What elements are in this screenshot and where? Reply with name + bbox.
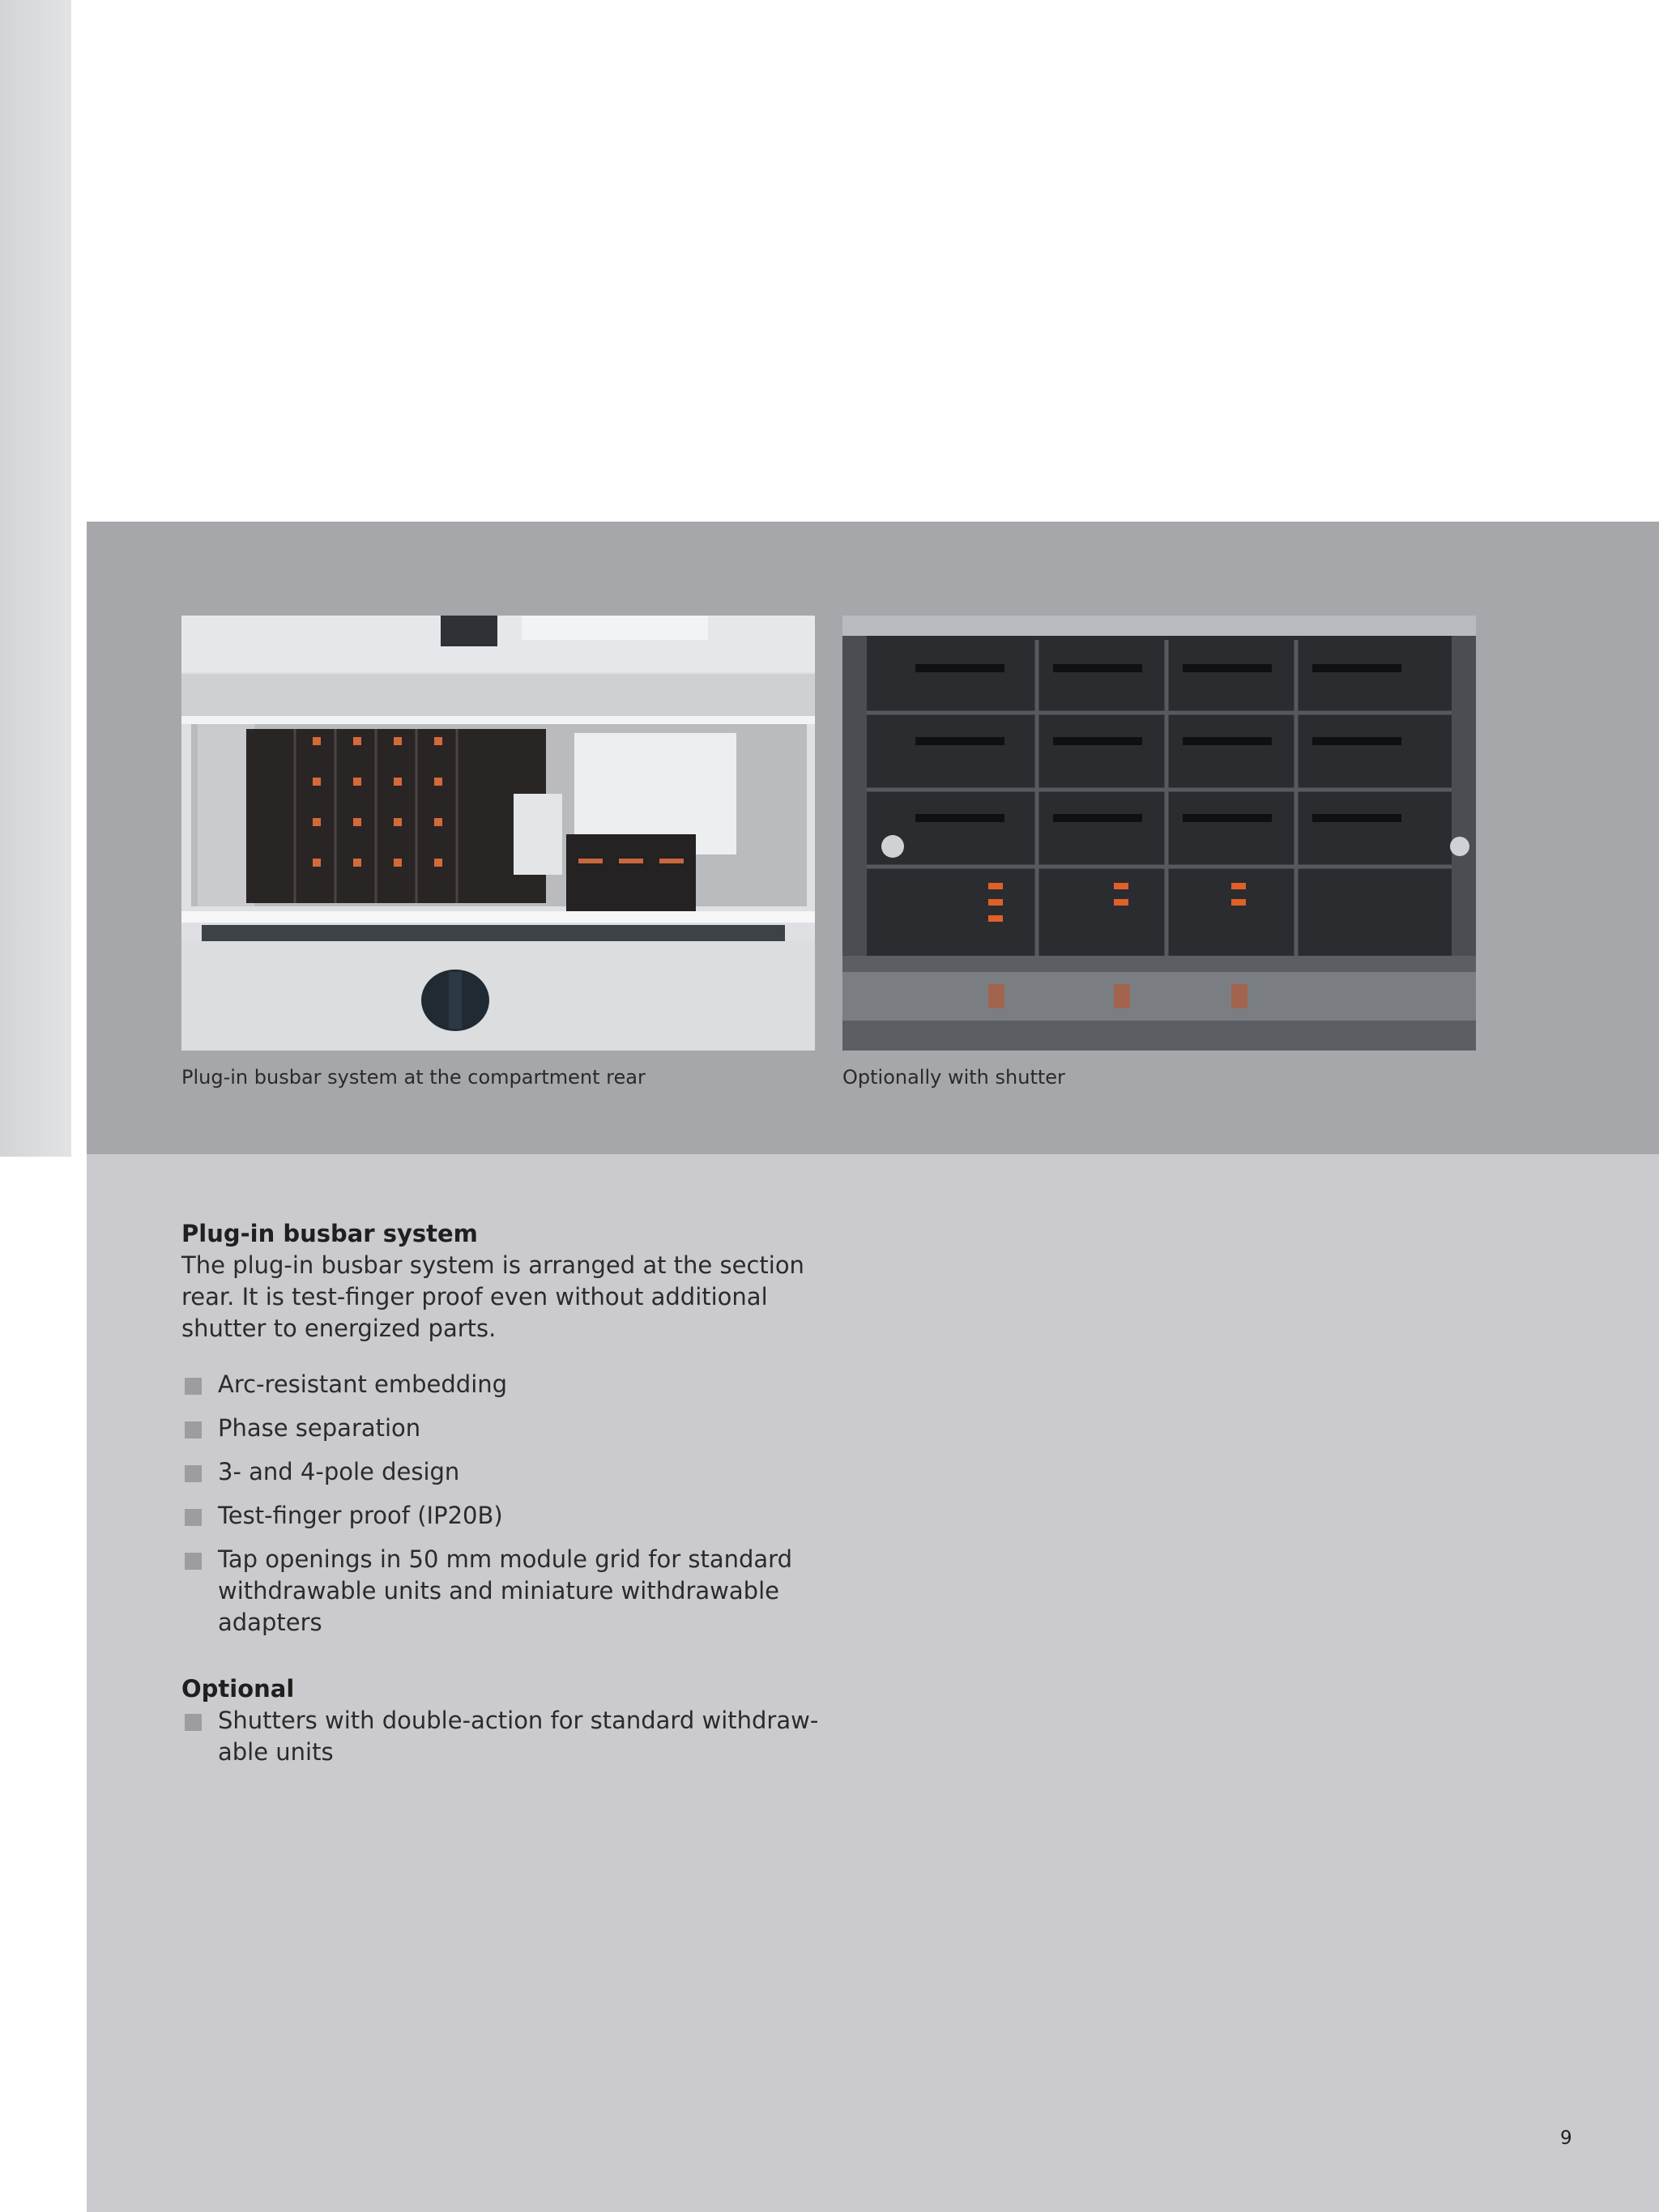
bullet-square-icon [185,1714,202,1731]
list-item-text: Tap openings in 50 mm module grid for standard withdrawable units and miniature withdrawable adapters [218,1545,792,1636]
bullet-square-icon [185,1509,202,1526]
list-item [181,1456,830,1488]
optional-heading: Optional [181,1675,295,1703]
list-item-text: Arc-resistant embedding [218,1370,508,1398]
photo-caption-left: Plug-in busbar system at the compartment rear [181,1066,646,1089]
list-item [181,1500,830,1532]
section-paragraph: The plug-in busbar system is arranged at the section rear. It is test-finger proof even without additional shutter to energized parts. [181,1251,804,1342]
section-heading: Plug-in busbar system [181,1220,478,1247]
photo-shutter [842,616,1476,1051]
photo-caption-right: Optionally with shutter [842,1066,1065,1089]
bullet-square-icon [185,1378,202,1395]
list-item-text: 3- and 4-pole design [218,1458,460,1485]
optional-list [181,1705,830,1768]
bullet-square-icon [185,1553,202,1570]
list-item [181,1369,830,1400]
list-item [181,1705,830,1768]
list-item-text: Shutters with double-action for standard withdraw-able units [218,1707,819,1766]
list-item-text: Test-finger proof (IP20B) [218,1502,503,1529]
list-item [181,1544,830,1639]
photo-compartment-rear [181,616,815,1051]
bullet-square-icon [185,1421,202,1438]
text-column [181,1218,830,1780]
list-item-text: Phase separation [218,1414,421,1442]
list-item [181,1413,830,1444]
page-number: 9 [1560,2128,1572,2149]
bullet-square-icon [185,1465,202,1482]
feature-list [181,1369,830,1639]
side-strip [0,0,71,1157]
